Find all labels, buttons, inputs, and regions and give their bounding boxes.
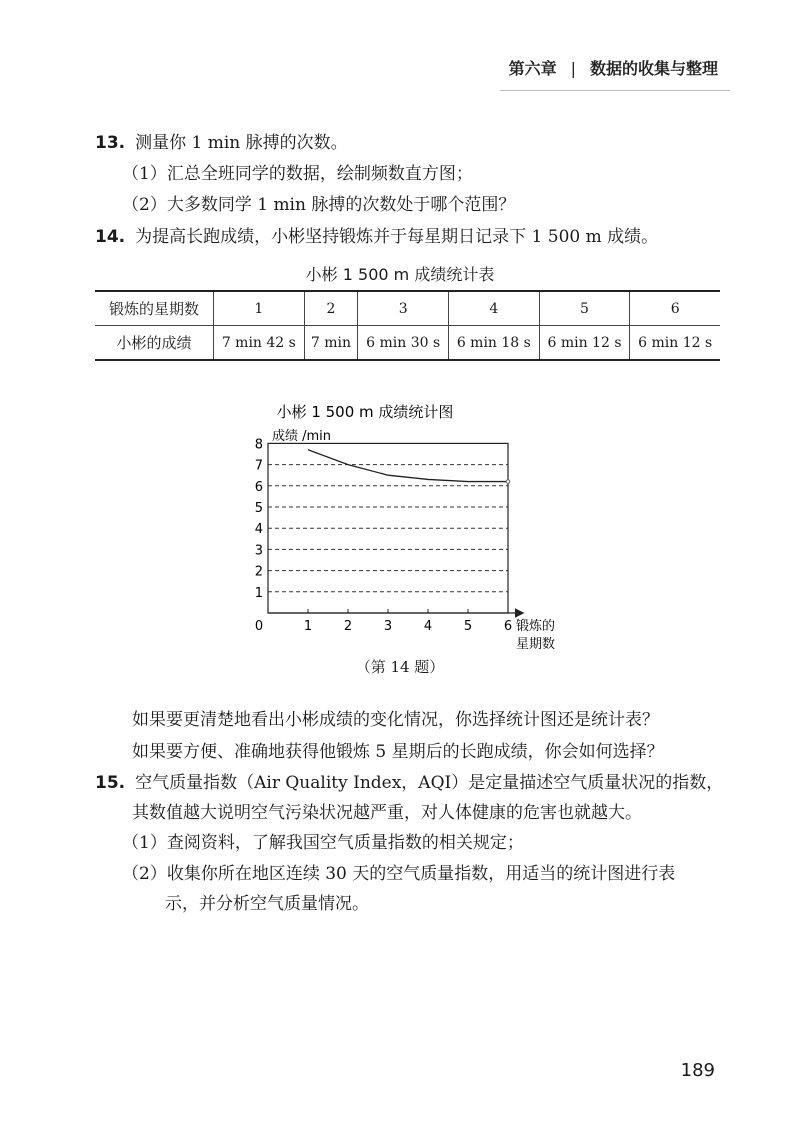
- q14-number: 14.: [95, 227, 126, 247]
- score-cell: 6 min 18 s: [449, 326, 540, 361]
- score-cell: 6 min 12 s: [630, 326, 720, 361]
- data-point: [506, 480, 510, 484]
- y-tick-label: 4: [254, 522, 263, 538]
- score-table: [95, 290, 720, 361]
- table-row: [95, 326, 720, 361]
- x-tick-label: 5: [463, 619, 473, 634]
- chart-title: 小彬 1 500 m 成绩统计图: [276, 403, 454, 421]
- q13-stem: [95, 131, 348, 155]
- running-header: [509, 56, 718, 79]
- q13-sub1: （1）汇总全班同学的数据，绘制频数直方图；: [122, 164, 473, 184]
- page-number: 189: [680, 1060, 715, 1081]
- week-cell: 4: [449, 291, 540, 326]
- q15-line-2: 其数值越大说明空气污染状况越严重，对人体健康的危害也就越大。: [132, 803, 642, 823]
- y-tick-label: 6: [254, 479, 263, 495]
- y-tick-label: 5: [254, 501, 263, 516]
- score-line-chart: [240, 395, 570, 657]
- score-cell: 6 min 30 s: [358, 326, 449, 361]
- x-tick-label: 2: [343, 619, 353, 634]
- q14-stem: [95, 225, 658, 249]
- figure-caption: （第 14 题）: [355, 658, 445, 676]
- table-title: 小彬 1 500 m 成绩统计表: [305, 265, 495, 284]
- q13-sub2: （2）大多数同学 1 min 脉搏的次数处于哪个范围？: [122, 195, 516, 215]
- score-cell: 7 min: [304, 326, 358, 361]
- row-header-score: 小彬的成绩: [95, 326, 214, 361]
- table-row: [95, 291, 720, 326]
- q15-stem: [95, 771, 723, 795]
- q13-number: 13.: [95, 133, 126, 153]
- y-tick-label: 2: [254, 564, 263, 580]
- q15-sub1: （1）查阅资料，了解我国空气质量指数的相关规定；: [122, 833, 524, 853]
- week-cell: 5: [539, 291, 630, 326]
- y-tick-label: 7: [254, 458, 263, 474]
- q14-follow-2: 如果要方便、准确地获得他锻炼 5 星期后的长跑成绩，你会如何选择？: [132, 742, 664, 762]
- week-cell: 3: [358, 291, 449, 326]
- header-rule: [500, 90, 730, 91]
- chapter-label: 第六章: [508, 59, 557, 78]
- header-separator: |: [570, 59, 576, 78]
- y-tick-label: 1: [254, 585, 263, 601]
- x-tick-label: 0: [254, 619, 264, 634]
- y-axis-label: 成绩 /min: [272, 429, 332, 444]
- x-tick-label: 1: [303, 619, 313, 634]
- week-cell: 1: [214, 291, 305, 326]
- section-title: 数据的收集与整理: [589, 59, 718, 78]
- q14-follow-1: 如果要更清楚地看出小彬成绩的变化情况，你选择统计图还是统计表？: [132, 710, 659, 730]
- x-axis-label: 星期数: [516, 637, 556, 652]
- row-header-weeks: 锻炼的星期数: [108, 300, 199, 318]
- q15-sub2-line-2: 示，并分析空气质量情况。: [165, 894, 369, 914]
- q14-text: 为提高长跑成绩，小彬坚持锻炼并于每星期日记录下 1 500 m 成绩。: [135, 227, 659, 247]
- series-line: [308, 450, 508, 482]
- week-cell: 6: [630, 291, 720, 326]
- y-tick-label: 8: [254, 437, 263, 453]
- q15-sub2-line-1: （2）收集你所在地区连续 30 天的空气质量指数，用适当的统计图进行表: [122, 864, 676, 884]
- score-cell: 6 min 12 s: [539, 326, 630, 361]
- x-tick-label: 3: [383, 619, 393, 634]
- x-axis-label: 锻炼的: [516, 619, 556, 634]
- y-tick-label: 3: [254, 543, 263, 559]
- x-tick-label: 4: [423, 619, 433, 634]
- q15-number: 15.: [95, 773, 126, 793]
- score-cell: 7 min 42 s: [214, 326, 305, 361]
- week-cell: 2: [304, 291, 358, 326]
- q13-text: 测量你 1 min 脉搏的次数。: [135, 133, 348, 153]
- q15-line-1: 空气质量指数（Air Quality Index，AQI）是定量描述空气质量状况的指数，: [135, 773, 724, 793]
- x-tick-label: 6: [503, 619, 513, 634]
